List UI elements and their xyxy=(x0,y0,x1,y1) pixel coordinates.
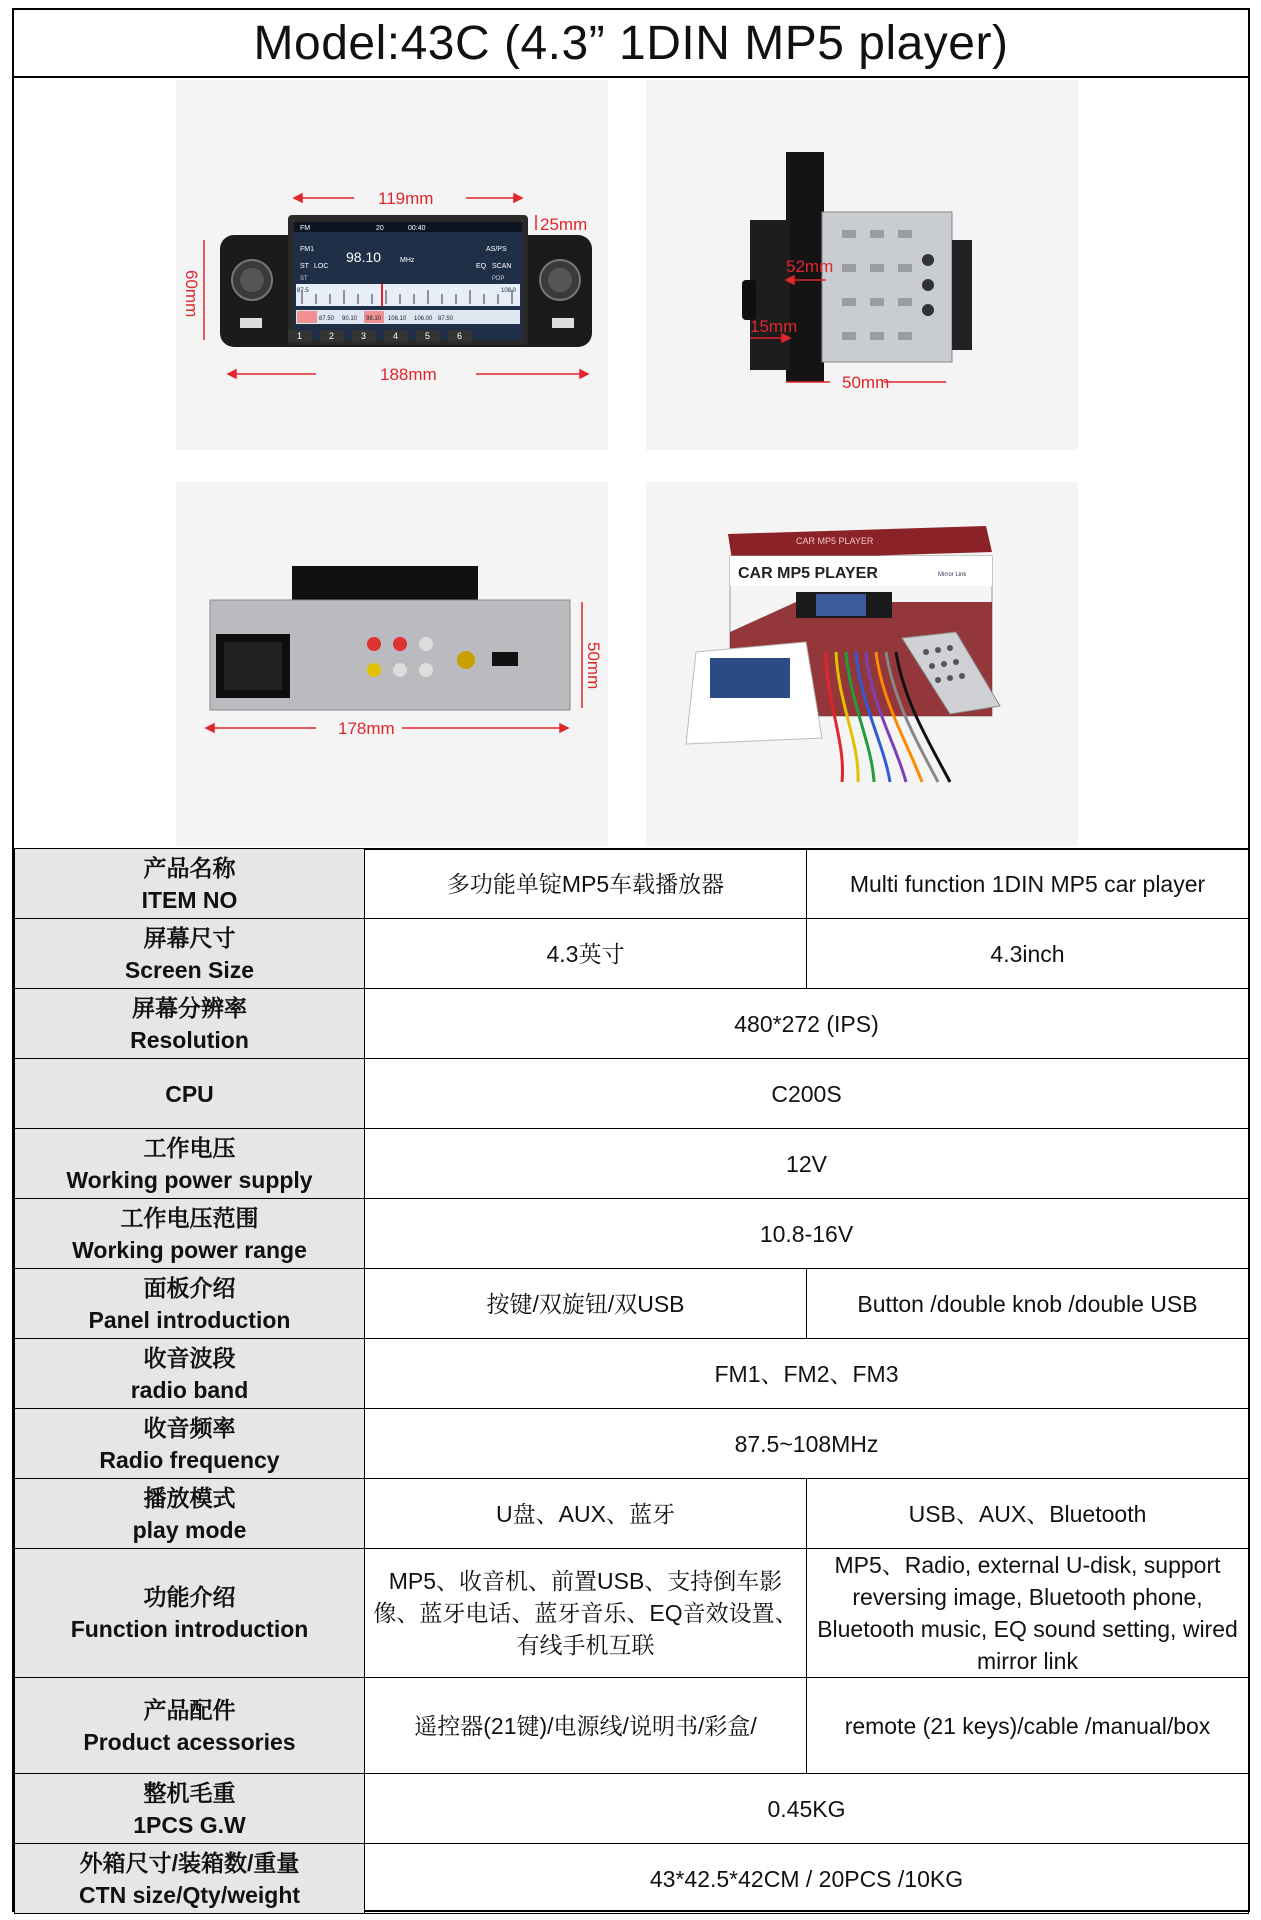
spec-row-panel-introduction xyxy=(15,1269,1249,1339)
spec-value: 0.45KG xyxy=(365,1774,1249,1844)
spec-row-play-mode xyxy=(15,1479,1249,1549)
spec-value-en: 4.3inch xyxy=(807,919,1249,989)
dim-overall-label: 188mm xyxy=(380,365,437,384)
photo-side-view xyxy=(646,80,1078,450)
spec-value: 480*272 (IPS) xyxy=(365,989,1249,1059)
spec-label: 产品配件 Product acessories xyxy=(15,1678,365,1774)
preset-6: 87.50 xyxy=(438,316,454,322)
spec-label: 工作电压 Working power supply xyxy=(15,1129,365,1199)
spec-label: 功能介绍 Function introduction xyxy=(15,1549,365,1678)
photo-back-view xyxy=(176,482,608,846)
spec-row-resolution xyxy=(15,989,1249,1059)
spec-label: 收音频率 Radio frequency xyxy=(15,1409,365,1479)
dim-screen-top-label: 25mm xyxy=(540,215,588,234)
spec-label: 面板介绍 Panel introduction xyxy=(15,1269,365,1339)
spec-label: 整机毛重 1PCS G.W xyxy=(15,1774,365,1844)
spec-label: 屏幕尺寸 Screen Size xyxy=(15,919,365,989)
spec-value: 12V xyxy=(365,1129,1249,1199)
preset-button-5: 5 xyxy=(425,331,431,341)
product-photos xyxy=(14,78,1248,850)
spec-table xyxy=(14,848,1249,1914)
screen-scan: SCAN xyxy=(492,263,512,270)
spec-value-cn: U盘、AUX、蓝牙 xyxy=(365,1479,807,1549)
preset-1: 87.50 xyxy=(319,316,335,322)
preset-2: 90.10 xyxy=(342,316,358,322)
screen-scale-right: 108.0 xyxy=(501,288,517,294)
spec-value: 43*42.5*42CM / 20PCS /10KG xyxy=(365,1844,1249,1914)
preset-4: 106.10 xyxy=(388,316,407,322)
dim-width-label: 178mm xyxy=(338,719,395,738)
screen-presets xyxy=(296,310,520,324)
usb-port-right xyxy=(552,318,574,328)
screen-st: ST xyxy=(300,263,309,270)
spec-value-en: MP5、Radio, external U-disk, support reversing image, Bluetooth phone, Bluetooth music, EQ sound setting, wired mirror link xyxy=(807,1549,1249,1678)
screen-pdp: PDP xyxy=(492,276,505,282)
dim-front-label: 15mm xyxy=(750,317,798,336)
spec-value-cn: 多功能单锭MP5车载播放器 xyxy=(365,849,807,919)
preset-button-1: 1 xyxy=(297,331,303,341)
box-brand: Mirror Link xyxy=(938,572,967,578)
spec-row-radio-frequency xyxy=(15,1409,1249,1479)
preset-button-4: 4 xyxy=(393,331,399,341)
screen-mode: FM xyxy=(300,225,311,232)
spec-label: CPU xyxy=(15,1059,365,1129)
usb-port-left xyxy=(240,318,262,328)
spec-row-product-accessories xyxy=(15,1678,1249,1774)
spec-label: 屏幕分辨率 Resolution xyxy=(15,989,365,1059)
spec-value-en: Multi function 1DIN MP5 car player xyxy=(807,849,1249,919)
screen-eq: EQ xyxy=(476,263,487,270)
box-label: CAR MP5 PLAYER xyxy=(738,565,878,582)
spec-value-cn: MP5、收音机、前置USB、支持倒车影像、蓝牙电话、蓝牙音乐、EQ音效设置、有线手机互联 xyxy=(365,1549,807,1678)
dim-height-label: 50mm xyxy=(584,642,603,690)
spec-row-screen-size xyxy=(15,919,1249,989)
preset-button-2: 2 xyxy=(329,331,335,341)
screen-frequency: 98.10 xyxy=(346,249,382,265)
spec-row-gross-weight xyxy=(15,1774,1249,1844)
spec-value-cn: 遥控器(21键)/电源线/说明书/彩盒/ xyxy=(365,1678,807,1774)
side-knob xyxy=(742,280,756,320)
spec-value: 87.5~108MHz xyxy=(365,1409,1249,1479)
spec-value-en: remote (21 keys)/cable /manual/box xyxy=(807,1678,1249,1774)
spec-sheet xyxy=(12,8,1250,1912)
screen-volume: 20 xyxy=(376,225,384,232)
box-top-label: CAR MP5 PLAYER xyxy=(796,536,874,546)
spec-value-cn: 按键/双旋钮/双USB xyxy=(365,1269,807,1339)
spec-value: C200S xyxy=(365,1059,1249,1129)
preset-5: 106.00 xyxy=(414,316,433,322)
spec-row-carton xyxy=(15,1844,1249,1914)
spec-row-item-no xyxy=(15,849,1249,919)
spec-label: 收音波段 radio band xyxy=(15,1339,365,1409)
spec-label: 播放模式 play mode xyxy=(15,1479,365,1549)
screen-unit: MHz xyxy=(400,257,415,264)
preset-button-6: 6 xyxy=(457,331,463,341)
preset-3: 98.10 xyxy=(366,316,382,322)
spec-row-cpu xyxy=(15,1059,1249,1129)
screen-band: FM1 xyxy=(300,246,314,253)
photo-front-view xyxy=(176,80,608,450)
screen-scale-left: 87.5 xyxy=(297,288,309,294)
dim-depth-label: 52mm xyxy=(786,257,834,276)
screen-loc: LOC xyxy=(314,263,329,270)
spec-row-working-power-supply xyxy=(15,1129,1249,1199)
screen-time: 00:40 xyxy=(408,225,426,232)
spec-value-en: USB、AUX、Bluetooth xyxy=(807,1479,1249,1549)
spec-row-working-power-range xyxy=(15,1199,1249,1269)
photo-package xyxy=(646,482,1078,846)
dim-height-label: 60mm xyxy=(182,270,201,318)
spec-row-radio-band xyxy=(15,1339,1249,1409)
page-title: Model:43C (4.3” 1DIN MP5 player) xyxy=(14,10,1248,78)
dim-height-label: 50mm xyxy=(842,373,890,392)
spec-value-en: Button /double knob /double USB xyxy=(807,1269,1249,1339)
preset-button-3: 3 xyxy=(361,331,367,341)
spec-value: 10.8-16V xyxy=(365,1199,1249,1269)
spec-label: 工作电压范围 Working power range xyxy=(15,1199,365,1269)
dim-width-label: 119mm xyxy=(378,189,434,208)
spec-value: FM1、FM2、FM3 xyxy=(365,1339,1249,1409)
spec-label: 外箱尺寸/装箱数/重量 CTN size/Qty/weight xyxy=(15,1844,365,1914)
spec-value-cn: 4.3英寸 xyxy=(365,919,807,989)
spec-row-function-introduction xyxy=(15,1549,1249,1678)
spec-label: 产品名称 ITEM NO xyxy=(15,849,365,919)
screen-asps: AS/PS xyxy=(486,246,507,253)
screen-st2: ST xyxy=(300,276,308,282)
